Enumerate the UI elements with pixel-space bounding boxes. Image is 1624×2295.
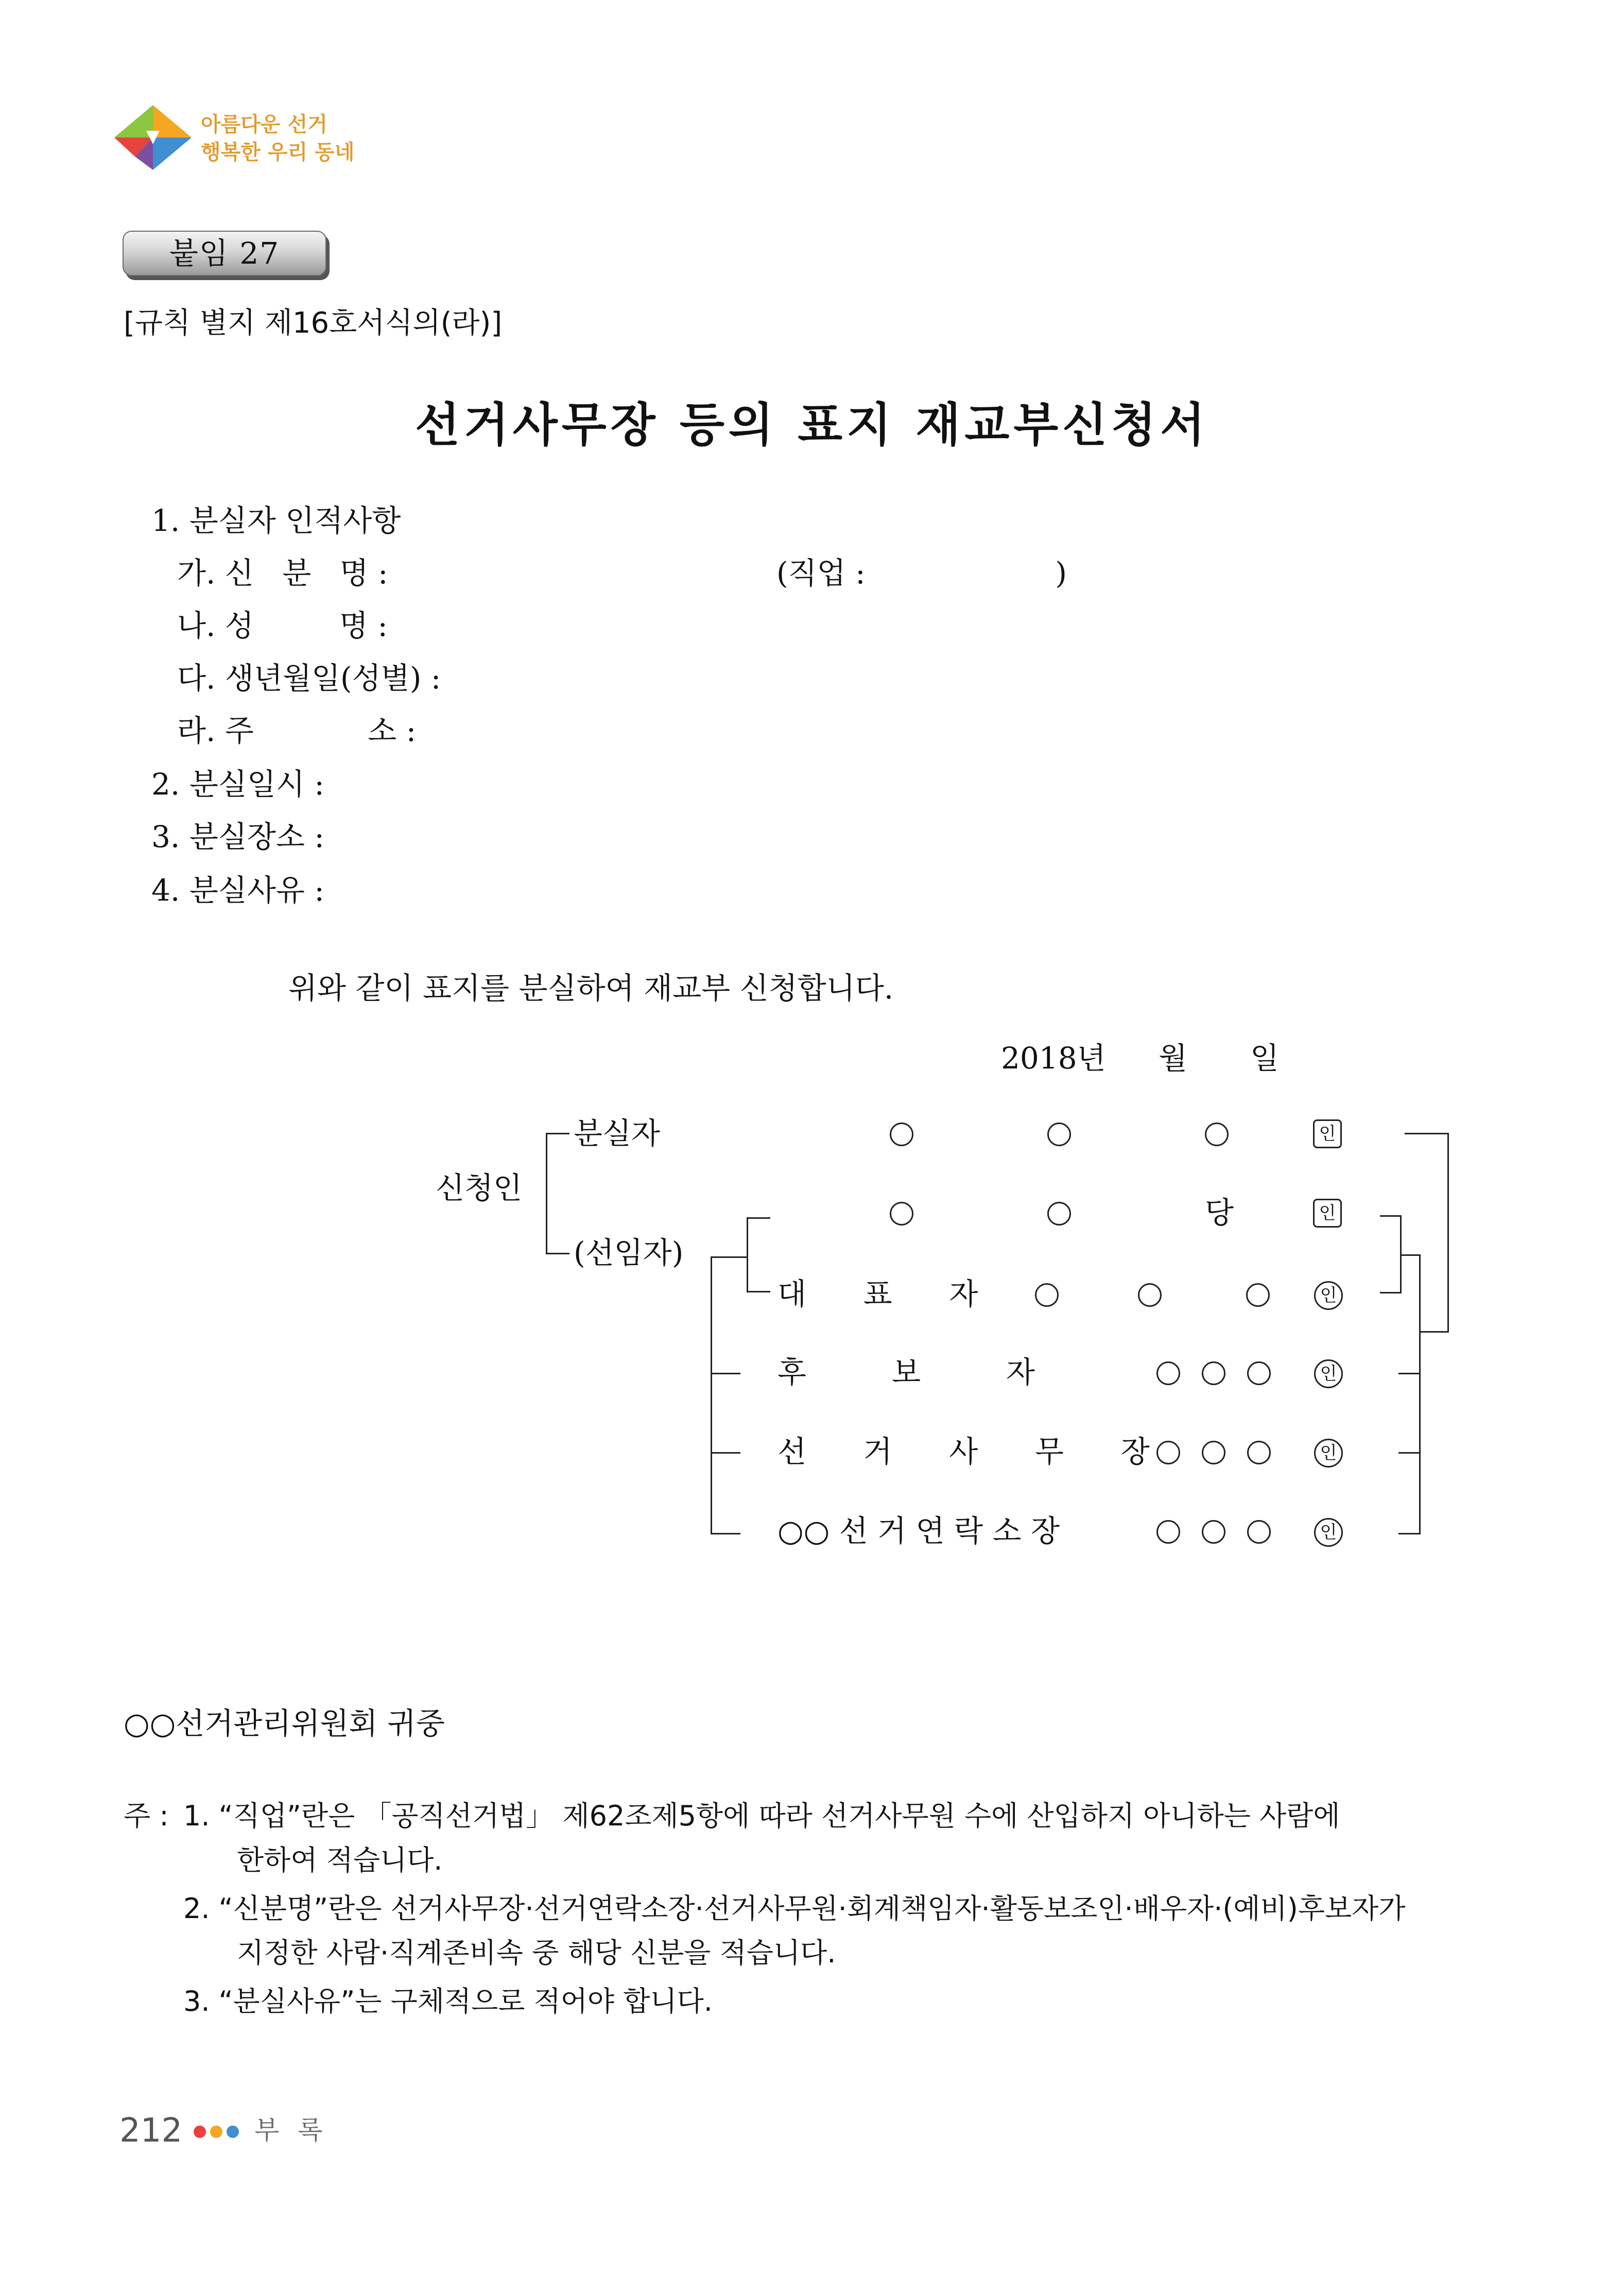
- applicant-bracket-bottom: [546, 1253, 569, 1254]
- seal-round-icon: 인: [1314, 1281, 1343, 1310]
- right-bracket-mid-top: [1380, 1215, 1402, 1217]
- placeholder-circle: [1202, 1520, 1225, 1544]
- right-bracket-outer-bottom: [1419, 1331, 1449, 1333]
- successor-inner-bracket-bottom: [747, 1291, 770, 1292]
- role-office-manager: 선 거 사 무 장: [778, 1434, 1150, 1469]
- document-title: 선거사무장 등의 표지 재교부신청서: [414, 398, 1210, 452]
- field-birthdate-gender: 다. 생년월일(성별) :: [177, 661, 441, 696]
- field-address: 라. 주 소 :: [177, 713, 417, 748]
- right-tick: [1398, 1373, 1421, 1374]
- right-tick: [1398, 1452, 1421, 1454]
- placeholder-circle: [1035, 1283, 1059, 1307]
- successor-inner-bracket-top: [747, 1217, 770, 1219]
- declaration-text: 위와 같이 표지를 분실하여 재교부 신청합니다.: [288, 971, 894, 1006]
- party-label: 당: [1205, 1195, 1234, 1230]
- seal-square-icon: 인: [1313, 1119, 1342, 1148]
- tangram-diamond-icon: [114, 105, 192, 170]
- placeholder-circle: [890, 1123, 913, 1146]
- right-bracket-mid-bottom: [1380, 1292, 1402, 1293]
- seal-round-icon: 인: [1314, 1439, 1343, 1468]
- dot-orange-icon: [210, 2126, 222, 2138]
- seal-square-icon: 인: [1313, 1199, 1342, 1228]
- placeholder-circle: [1202, 1441, 1225, 1464]
- placeholder-circle: [1138, 1283, 1162, 1307]
- placeholder-circle: [1156, 1361, 1180, 1385]
- date-day: 일: [1250, 1041, 1280, 1076]
- notes-prefix: 주 :: [124, 1800, 169, 1832]
- placeholder-circle: [890, 1202, 913, 1226]
- note-2-line-1: 2. “신분명”란은 선거사무장·선거연락소장·선거사무원·회계책임자·활동보조인·배우자·(예비)후보자가: [183, 1892, 1406, 1925]
- note-2-line-2: 지정한 사람·직계존비속 중 해당 신분을 적습니다.: [237, 1937, 836, 1969]
- field-status-name: 가. 신 분 명 :: [177, 556, 388, 591]
- role-candidate: 후 보 자: [778, 1355, 1035, 1390]
- right-bracket-top: [1405, 1133, 1449, 1134]
- right-tick: [1398, 1533, 1421, 1534]
- applicant-bracket-top: [546, 1133, 569, 1134]
- placeholder-circle: [1247, 1520, 1271, 1544]
- section-2-loss-datetime: 2. 분실일시 :: [151, 767, 324, 802]
- placeholder-circle: [1246, 1283, 1270, 1307]
- role-representative: 대 표 자: [778, 1276, 978, 1312]
- recipient: ○○선거관리위원회 귀중: [124, 1706, 445, 1741]
- role-liaison-head: ○○ 선 거 연 락 소 장: [778, 1513, 1060, 1548]
- roles-bracket: [711, 1256, 712, 1534]
- placeholder-circle: [1047, 1123, 1071, 1146]
- role-tick: [711, 1533, 740, 1534]
- slogan-line-1: 아름다운 선거: [201, 113, 327, 136]
- note-1-line-1: 1. “직업”란은 「공직선거법」 제62조제5항에 따라 선거사무원 수에 산입하지 아니하는 사람에: [183, 1800, 1340, 1832]
- right-bracket-inner: [1419, 1254, 1421, 1534]
- placeholder-circle: [1156, 1520, 1180, 1544]
- date-month: 월: [1159, 1041, 1188, 1076]
- page-number: 212: [119, 2112, 183, 2150]
- note-3-line-1: 3. “분실사유”는 구체적으로 적어야 합니다.: [183, 1985, 713, 2017]
- placeholder-circle: [1047, 1202, 1071, 1226]
- field-name: 나. 성 명 :: [177, 608, 388, 643]
- regulation-reference: [규칙 별지 제16호서식의(라)]: [124, 306, 503, 340]
- dot-red-icon: [194, 2126, 206, 2138]
- applicant-bracket: [546, 1133, 547, 1254]
- attachment-tab: 붙임 27: [123, 231, 326, 276]
- footer-dots-icon: [194, 2126, 243, 2139]
- placeholder-circle: [1247, 1441, 1271, 1464]
- section-4-loss-reason: 4. 분실사유 :: [151, 873, 324, 908]
- slogan-line-2: 행복한 우리 동네: [201, 141, 355, 164]
- placeholder-circle: [1247, 1361, 1271, 1385]
- role-tick: [711, 1373, 740, 1374]
- applicant-label: 신청인: [436, 1170, 523, 1205]
- right-bracket-outer: [1447, 1133, 1449, 1333]
- successor-connector: [711, 1256, 747, 1258]
- seal-round-icon: 인: [1314, 1359, 1343, 1388]
- placeholder-circle: [1202, 1361, 1225, 1385]
- right-bracket-inner-connector: [1400, 1254, 1421, 1256]
- section-3-loss-place: 3. 분실장소 :: [151, 819, 324, 854]
- date-year: 2018년: [1001, 1041, 1106, 1076]
- lost-person-label: 분실자: [574, 1116, 661, 1151]
- successor-label: (선임자): [574, 1235, 684, 1270]
- field-occupation: (직업 : ): [776, 556, 1067, 591]
- dot-blue-icon: [227, 2126, 239, 2138]
- role-tick: [711, 1452, 740, 1454]
- footer-section: 부 록: [254, 2115, 328, 2145]
- successor-inner-bracket: [747, 1217, 748, 1292]
- section-1-heading: 1. 분실자 인적사항: [151, 503, 401, 538]
- seal-round-icon: 인: [1314, 1518, 1343, 1547]
- placeholder-circle: [1156, 1441, 1180, 1464]
- placeholder-circle: [1205, 1123, 1229, 1146]
- note-1-line-2: 한하여 적습니다.: [237, 1844, 443, 1876]
